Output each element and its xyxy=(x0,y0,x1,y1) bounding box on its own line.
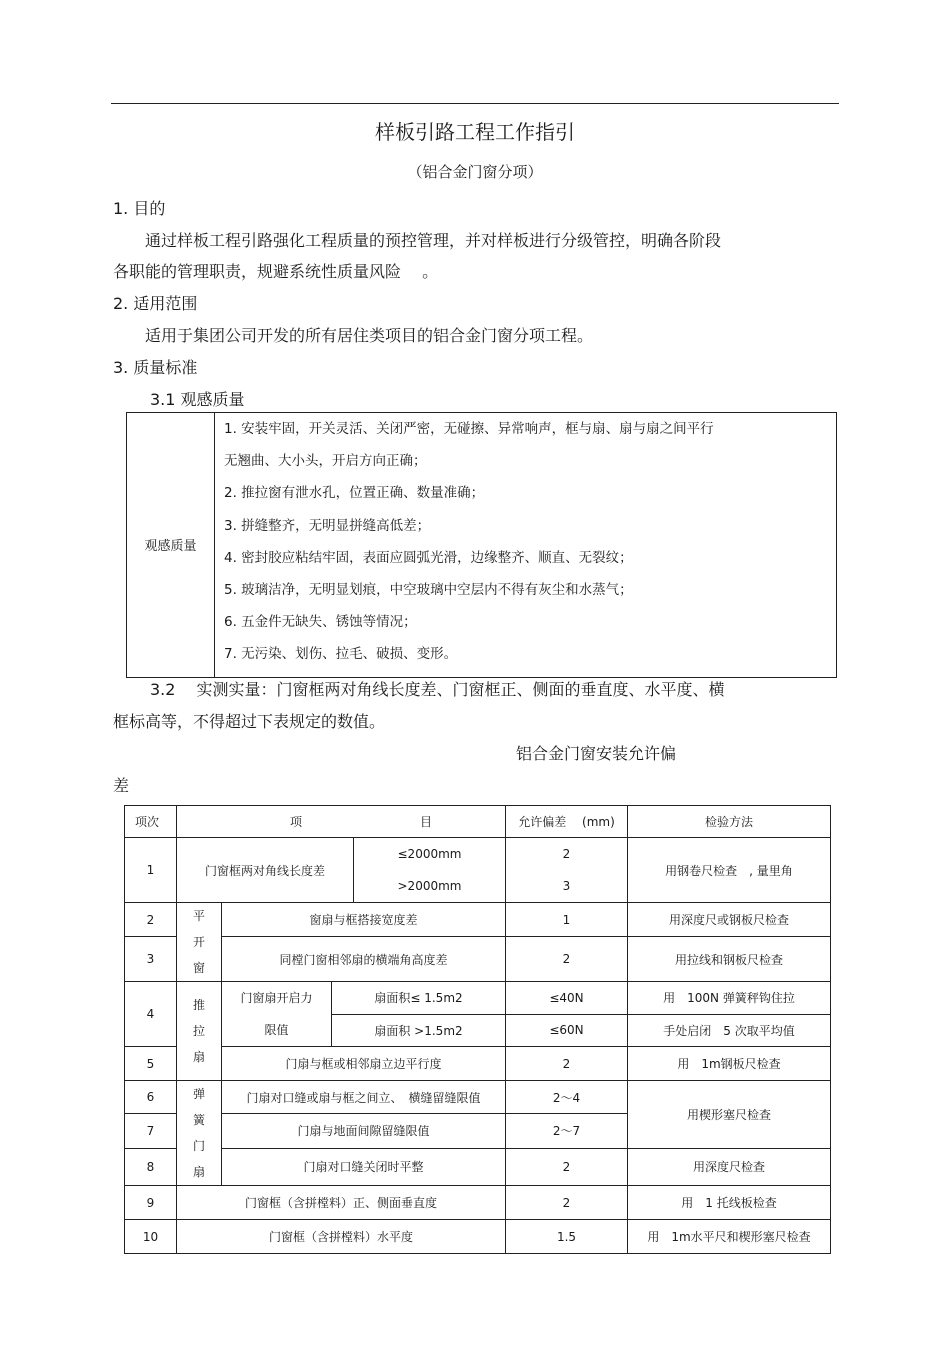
visual-quality-item: 无翘曲、大小头，开启方向正确； xyxy=(224,453,427,470)
table-row xyxy=(125,1220,831,1254)
row-item: 门窗框（含拼樘料）正、侧面垂直度 xyxy=(177,1186,506,1220)
row-no: 9 xyxy=(125,1186,177,1220)
row-tolerance: 2 xyxy=(562,847,571,861)
table-row xyxy=(125,1047,831,1081)
row-method: 用 100N 弹簧秤钩住拉 xyxy=(628,982,831,1015)
row-tolerance: ≤60N xyxy=(506,1014,628,1047)
row-item: 窗扇与框搭接宽度差 xyxy=(222,903,506,937)
row-sub: ≤2000mm xyxy=(397,847,462,861)
page-title: 样板引路工程工作指引 xyxy=(375,120,575,144)
row-tolerance: 2～4 xyxy=(506,1081,628,1114)
page-subtitle: （铝合金门窗分项） xyxy=(407,163,543,181)
row-tolerance: 1.5 xyxy=(506,1220,628,1254)
row-method: 手处启闭 5 次取平均值 xyxy=(628,1014,831,1047)
row-tolerance: ≤40N xyxy=(506,982,628,1015)
row-method: 用楔形塞尺检查 xyxy=(628,1081,831,1149)
table-row xyxy=(125,1186,831,1220)
table-caption: 铝合金门窗安装允许偏 xyxy=(516,744,677,763)
row-no: 3 xyxy=(125,937,177,982)
row-sub: 扇面积≤ 1.5m2 xyxy=(332,982,506,1015)
group-casement-window: 平 开 窗 xyxy=(177,903,222,982)
header-item-b: 目 xyxy=(419,815,432,829)
row-tolerance: 2 xyxy=(506,1148,628,1185)
row-item: 门扇对口缝或扇与框之间立、 横缝留缝限值 xyxy=(222,1081,506,1114)
header-method: 检验方法 xyxy=(628,806,831,838)
group-spring-door: 弹 簧 门 扇 xyxy=(177,1081,222,1186)
row-item: 同樘门窗相邻扇的横端角高度差 xyxy=(222,937,506,982)
row-method: 用 1m水平尺和楔形塞尺检查 xyxy=(628,1220,831,1254)
row-method: 用钢卷尺检查 , 量里角 xyxy=(628,838,831,903)
visual-quality-item: 6. 五金件无缺失、锈蚀等情况； xyxy=(224,614,417,631)
row-tolerance: 2 xyxy=(506,1047,628,1081)
table-row xyxy=(125,937,831,982)
row-item: 门扇对口缝关闭时平整 xyxy=(222,1148,506,1185)
visual-quality-table xyxy=(126,412,837,678)
row-no: 7 xyxy=(125,1114,177,1148)
section-1-heading: 1. 目的 xyxy=(113,199,166,218)
row-method: 用深度尺检查 xyxy=(628,1148,831,1185)
row-tolerance: 2～7 xyxy=(506,1114,628,1148)
row-item: 门扇与框或相邻扇立边平行度 xyxy=(222,1047,506,1081)
row-tolerance: 2 xyxy=(506,1186,628,1220)
row-item: 门窗扇开启力 限值 xyxy=(222,982,332,1047)
table-caption-continued: 差 xyxy=(113,776,130,795)
row-sub: >2000mm xyxy=(397,879,462,893)
row-no: 2 xyxy=(125,903,177,937)
header-item xyxy=(177,806,506,838)
row-no: 5 xyxy=(125,1047,177,1081)
row-item: 门窗框两对角线长度差 xyxy=(177,838,354,902)
visual-quality-item: 2. 推拉窗有泄水孔，位置正确、数量准确； xyxy=(224,485,485,502)
row-no: 10 xyxy=(125,1220,177,1254)
section-3-heading: 3. 质量标准 xyxy=(113,358,198,377)
header-item-a: 项 xyxy=(289,815,302,829)
row-method: 用深度尺或钢板尺检查 xyxy=(628,903,831,937)
table-row xyxy=(125,1081,831,1114)
row-no: 4 xyxy=(125,982,177,1047)
row-no: 1 xyxy=(125,838,177,903)
section-2-heading: 2. 适用范围 xyxy=(113,294,198,313)
header-rule xyxy=(111,103,839,104)
header-tolerance: 允许偏差 (mm) xyxy=(506,806,628,838)
row-method: 用 1m钢板尺检查 xyxy=(628,1047,831,1081)
table-row xyxy=(125,903,831,937)
row-method: 用拉线和钢板尺检查 xyxy=(628,937,831,982)
visual-quality-item: 1. 安装牢固，开关灵活、关闭严密，无碰擦、异常响声，框与扇、扇与扇之间平行 xyxy=(224,421,714,437)
row-tolerance: 1 xyxy=(506,903,628,937)
group-sliding-sash: 推 拉 扇 xyxy=(177,982,222,1081)
visual-quality-items xyxy=(215,413,837,678)
section-3-2-text-line1: 3.2 实测实量：门窗框两对角线长度差、门窗框正、侧面的垂直度、水平度、横 xyxy=(150,680,725,699)
visual-quality-label: 观感质量 xyxy=(127,413,215,678)
section-2-text: 适用于集团公司开发的所有居住类项目的铝合金门窗分项工程。 xyxy=(145,326,594,345)
visual-quality-item: 7. 无污染、划伤、拉毛、破损、变形。 xyxy=(224,646,458,663)
visual-quality-item: 3. 拼缝整齐，无明显拼缝高低差； xyxy=(224,517,431,534)
row-no: 6 xyxy=(125,1081,177,1114)
row-no: 8 xyxy=(125,1148,177,1185)
tolerance-table xyxy=(124,805,831,1254)
table-row xyxy=(125,982,831,1015)
header-no: 项次 xyxy=(125,806,177,838)
section-3-2-text-line2: 框标高等，不得超过下表规定的数值。 xyxy=(113,712,386,731)
visual-quality-item: 5. 玻璃洁净，无明显划痕，中空玻璃中空层内不得有灰尘和水蒸气； xyxy=(224,581,633,598)
row-item: 门扇与地面间隙留缝限值 xyxy=(222,1114,506,1148)
row-item: 门窗框（含拼樘料）水平度 xyxy=(177,1220,506,1254)
section-1-text-line1: 通过样板工程引路强化工程质量的预控管理，并对样板进行分级管控，明确各阶段 xyxy=(145,231,722,250)
visual-quality-item: 4. 密封胶应粘结牢固，表面应圆弧光滑，边缘整齐、顺直、无裂纹； xyxy=(224,549,633,566)
row-tolerance: 3 xyxy=(562,879,571,893)
table-row xyxy=(125,1148,831,1185)
table-row xyxy=(125,838,831,903)
table-header-row xyxy=(125,806,831,838)
row-sub: 扇面积 >1.5m2 xyxy=(332,1014,506,1047)
section-3-1-heading: 3.1 观感质量 xyxy=(150,390,245,409)
row-tolerance: 2 xyxy=(506,937,628,982)
row-method: 用 1 托线板检查 xyxy=(628,1186,831,1220)
section-1-text-line2: 各职能的管理职责，规避系统性质量风险 。 xyxy=(113,262,439,281)
